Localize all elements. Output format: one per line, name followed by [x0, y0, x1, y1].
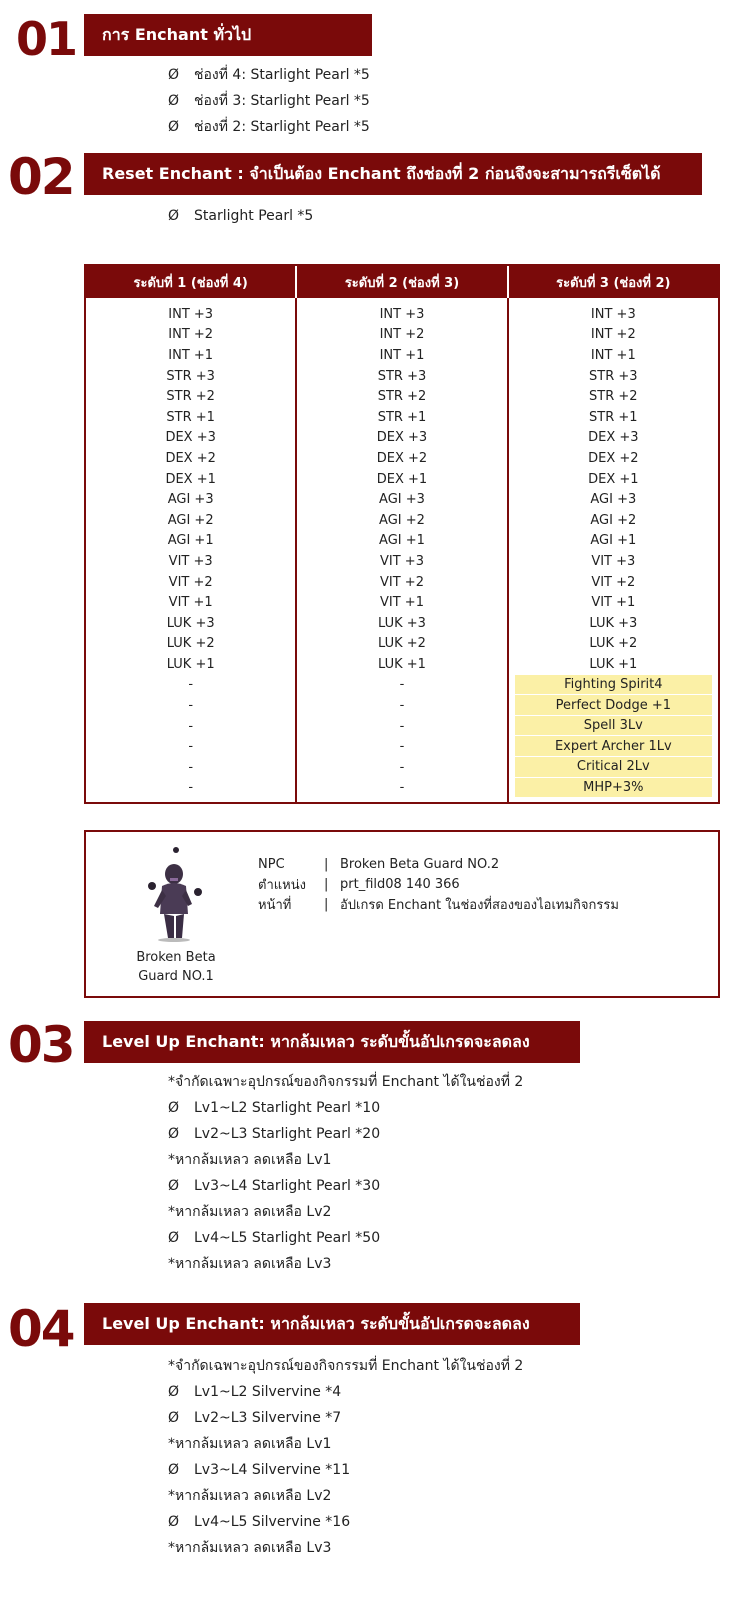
table-cell: Spell 3Lv: [515, 716, 712, 737]
npc-row-value: อัปเกรด Enchant ในช่องที่สองของไอเทมกิจกรรม: [340, 897, 619, 913]
table-cell: LUK +3: [378, 615, 426, 631]
table-cell: DEX +3: [376, 430, 428, 446]
list-note: [168, 1431, 523, 1457]
table-header-cell: ระดับที่ 1 (ช่องที่ 4): [133, 275, 248, 291]
table-cell: DEX +2: [165, 450, 216, 466]
npc-row-separator: |: [324, 876, 329, 892]
list-item: [168, 1379, 523, 1405]
list-item-text: ช่องที่ 2: Starlight Pearl *5: [194, 119, 370, 135]
section-04-list: [168, 1353, 523, 1561]
npc-row-value: prt_fild08 140 366: [340, 876, 460, 892]
section-02-list: [168, 203, 313, 229]
table-cell: INT +2: [379, 327, 425, 343]
npc-row-separator: |: [324, 896, 329, 912]
section-title-02: [84, 153, 702, 195]
table-cell: VIT +1: [380, 595, 424, 611]
table-cell: STR +3: [589, 368, 638, 384]
table-cell: MHP+3%: [515, 778, 712, 799]
list-item-text: Lv2~L3 Silvervine *7: [194, 1410, 342, 1426]
list-item-text: *หากล้มเหลว ลดเหลือ Lv3: [168, 1540, 332, 1556]
section-03-list: [168, 1069, 523, 1277]
table-cell: STR +1: [377, 409, 427, 425]
table-cell: -: [188, 698, 194, 714]
table-cell: LUK +1: [166, 656, 215, 672]
section-title-04: [84, 1303, 580, 1345]
table-cell: AGI +3: [167, 492, 214, 508]
section-title-01: [84, 14, 372, 56]
section-number-01: 01: [16, 12, 77, 66]
npc-row-key: หน้าที่: [258, 897, 292, 913]
table-cell: -: [188, 739, 194, 755]
table-cell: DEX +1: [588, 471, 639, 487]
table-cell: AGI +3: [590, 492, 637, 508]
table-cell: VIT +2: [591, 574, 636, 590]
list-item: [168, 1173, 523, 1199]
table-cell: Perfect Dodge +1: [515, 695, 712, 716]
table-header-cell: ระดับที่ 3 (ช่องที่ 2): [507, 266, 718, 298]
bullet-icon: Ø: [168, 119, 180, 135]
bullet-icon: Ø: [168, 1178, 180, 1194]
table-cell: AGI +3: [379, 492, 425, 508]
table-cell: LUK +2: [378, 636, 426, 652]
list-note: [168, 1535, 523, 1561]
table-cell: VIT +2: [168, 574, 213, 590]
table-cell: DEX +1: [376, 471, 428, 487]
table-cell: AGI +1: [590, 533, 637, 549]
table-cell: STR +1: [589, 409, 638, 425]
list-item-text: *หากล้มเหลว ลดเหลือ Lv2: [168, 1488, 332, 1504]
list-item-text: *หากล้มเหลว ลดเหลือ Lv3: [168, 1256, 332, 1272]
table-cell: -: [188, 780, 194, 796]
table-cell: DEX +2: [376, 450, 428, 466]
table-cell: -: [188, 759, 194, 775]
table-cell: STR +3: [166, 368, 215, 384]
table-cell: VIT +3: [168, 553, 213, 569]
bullet-icon: Ø: [168, 93, 180, 109]
table-cell: -: [399, 759, 405, 775]
list-item-text: *หากล้มเหลว ลดเหลือ Lv2: [168, 1204, 332, 1220]
list-item: [168, 88, 370, 114]
table-cell: Fighting Spirit4: [515, 675, 712, 696]
table-cell: DEX +3: [165, 430, 216, 446]
table-cell: INT +2: [168, 327, 214, 343]
table-cell: DEX +3: [588, 430, 639, 446]
npc-row-separator: |: [324, 856, 329, 872]
table-cell: -: [399, 780, 405, 796]
table-cell: AGI +1: [167, 533, 214, 549]
table-column-level-2: [295, 298, 506, 802]
list-item: [168, 114, 370, 140]
table-header: [86, 266, 718, 298]
table-cell: LUK +3: [589, 615, 638, 631]
npc-row-key: NPC: [258, 856, 285, 872]
table-cell: AGI +2: [167, 512, 214, 528]
npc-row-key: ตำแหน่ง: [258, 877, 306, 893]
npc-caption: [116, 948, 236, 986]
table-cell: VIT +1: [591, 595, 636, 611]
table-cell: AGI +2: [590, 512, 637, 528]
table-cell: DEX +2: [588, 450, 639, 466]
section-01-list: [168, 62, 370, 140]
table-header-cell: ระดับที่ 2 (ช่องที่ 3): [295, 266, 506, 298]
table-cell: STR +2: [166, 389, 215, 405]
table-column-level-1: [86, 298, 295, 802]
list-item-text: Lv4~L5 Starlight Pearl *50: [194, 1230, 381, 1246]
bullet-icon: Ø: [168, 1462, 180, 1478]
list-item: [168, 62, 370, 88]
section-number-02: 02: [8, 148, 74, 206]
list-item-text: Lv4~L5 Silvervine *16: [194, 1514, 351, 1530]
table-cell: LUK +1: [378, 656, 426, 672]
table-cell: DEX +1: [165, 471, 216, 487]
list-note: [168, 1199, 523, 1225]
list-item-text: Lv3~L4 Starlight Pearl *30: [194, 1178, 381, 1194]
table-cell: LUK +2: [589, 636, 638, 652]
table-cell: -: [188, 718, 194, 734]
list-item: [168, 1457, 523, 1483]
table-cell: -: [399, 698, 405, 714]
list-item-text: Lv2~L3 Starlight Pearl *20: [194, 1126, 381, 1142]
bullet-icon: Ø: [168, 208, 180, 224]
list-item-text: Starlight Pearl *5: [194, 208, 314, 224]
section-title-03: [84, 1021, 580, 1063]
table-cell: -: [188, 677, 194, 693]
table-cell: INT +1: [168, 347, 214, 363]
table-cell: LUK +3: [166, 615, 215, 631]
list-item-text: *หากล้มเหลว ลดเหลือ Lv1: [168, 1436, 332, 1452]
npc-details: [258, 854, 619, 914]
table-cell: STR +2: [589, 389, 638, 405]
enchant-table: [84, 264, 720, 804]
bullet-icon: Ø: [168, 1384, 180, 1400]
table-cell: VIT +2: [380, 574, 424, 590]
table-column-level-3: [507, 298, 718, 802]
table-cell: INT +3: [168, 306, 214, 322]
npc-row-value: Broken Beta Guard NO.2: [340, 856, 500, 872]
table-cell: -: [399, 718, 405, 734]
npc-sprite-icon: [146, 844, 202, 942]
table-cell: INT +3: [590, 306, 636, 322]
list-note: [168, 1483, 523, 1509]
table-body: [86, 298, 718, 802]
table-cell: INT +1: [379, 347, 425, 363]
table-cell: VIT +3: [591, 553, 636, 569]
section-title-text: การ Enchant ทั่วไป: [102, 24, 252, 44]
section-title-text: Level Up Enchant: หากล้มเหลว ระดับขั้นอัปเกรดจะลดลง: [102, 1031, 530, 1051]
table-cell: INT +1: [590, 347, 636, 363]
npc-row-role: [258, 894, 619, 914]
table-cell: -: [399, 677, 405, 693]
bullet-icon: Ø: [168, 1100, 180, 1116]
table-cell: STR +1: [166, 409, 215, 425]
list-item: [168, 1225, 523, 1251]
bullet-icon: Ø: [168, 67, 180, 83]
table-cell: LUK +1: [589, 656, 638, 672]
table-cell: AGI +1: [379, 533, 425, 549]
table-cell: LUK +2: [166, 636, 215, 652]
list-note: [168, 1147, 523, 1173]
section-note: *จำกัดเฉพาะอุปกรณ์ของกิจกรรมที่ Enchant ได้ในช่องที่ 2: [168, 1074, 524, 1090]
table-cell: Expert Archer 1Lv: [515, 736, 712, 757]
list-item-text: Lv3~L4 Silvervine *11: [194, 1462, 351, 1478]
npc-caption-line: Broken Beta: [136, 950, 216, 965]
section-title-text: Reset Enchant : จำเป็นต้อง Enchant ถึงช่องที่ 2 ก่อนจึงจะสามารถรีเซ็ตได้: [102, 163, 661, 183]
bullet-icon: Ø: [168, 1126, 180, 1142]
list-item-text: ช่องที่ 4: Starlight Pearl *5: [194, 67, 370, 83]
section-number-04: 04: [8, 1300, 74, 1358]
list-item: [168, 1095, 523, 1121]
list-item-text: Lv1~L2 Starlight Pearl *10: [194, 1100, 381, 1116]
list-item-text: Lv1~L2 Silvervine *4: [194, 1384, 342, 1400]
list-item-text: ช่องที่ 3: Starlight Pearl *5: [194, 93, 370, 109]
table-cell: STR +3: [377, 368, 427, 384]
bullet-icon: Ø: [168, 1514, 180, 1530]
npc-info-box: [84, 830, 720, 998]
table-cell: INT +3: [379, 306, 425, 322]
list-item: [168, 1405, 523, 1431]
section-title-text: Level Up Enchant: หากล้มเหลว ระดับขั้นอัปเกรดจะลดลง: [102, 1313, 530, 1333]
table-cell: AGI +2: [379, 512, 425, 528]
section-note: *จำกัดเฉพาะอุปกรณ์ของกิจกรรมที่ Enchant ได้ในช่องที่ 2: [168, 1358, 524, 1374]
table-cell: Critical 2Lv: [515, 757, 712, 778]
npc-caption-line: Guard NO.1: [138, 969, 214, 984]
list-item: [168, 1121, 523, 1147]
table-cell: STR +2: [377, 389, 427, 405]
npc-row-location: [258, 874, 619, 894]
table-cell: VIT +1: [168, 595, 213, 611]
table-cell: -: [399, 739, 405, 755]
table-cell: INT +2: [590, 327, 636, 343]
npc-row-name: [258, 854, 619, 874]
list-item: [168, 1509, 523, 1535]
list-item: [168, 203, 313, 229]
bullet-icon: Ø: [168, 1410, 180, 1426]
bullet-icon: Ø: [168, 1230, 180, 1246]
table-cell: VIT +3: [380, 553, 424, 569]
list-note: [168, 1251, 523, 1277]
list-item-text: *หากล้มเหลว ลดเหลือ Lv1: [168, 1152, 332, 1168]
section-number-03: 03: [8, 1016, 74, 1074]
